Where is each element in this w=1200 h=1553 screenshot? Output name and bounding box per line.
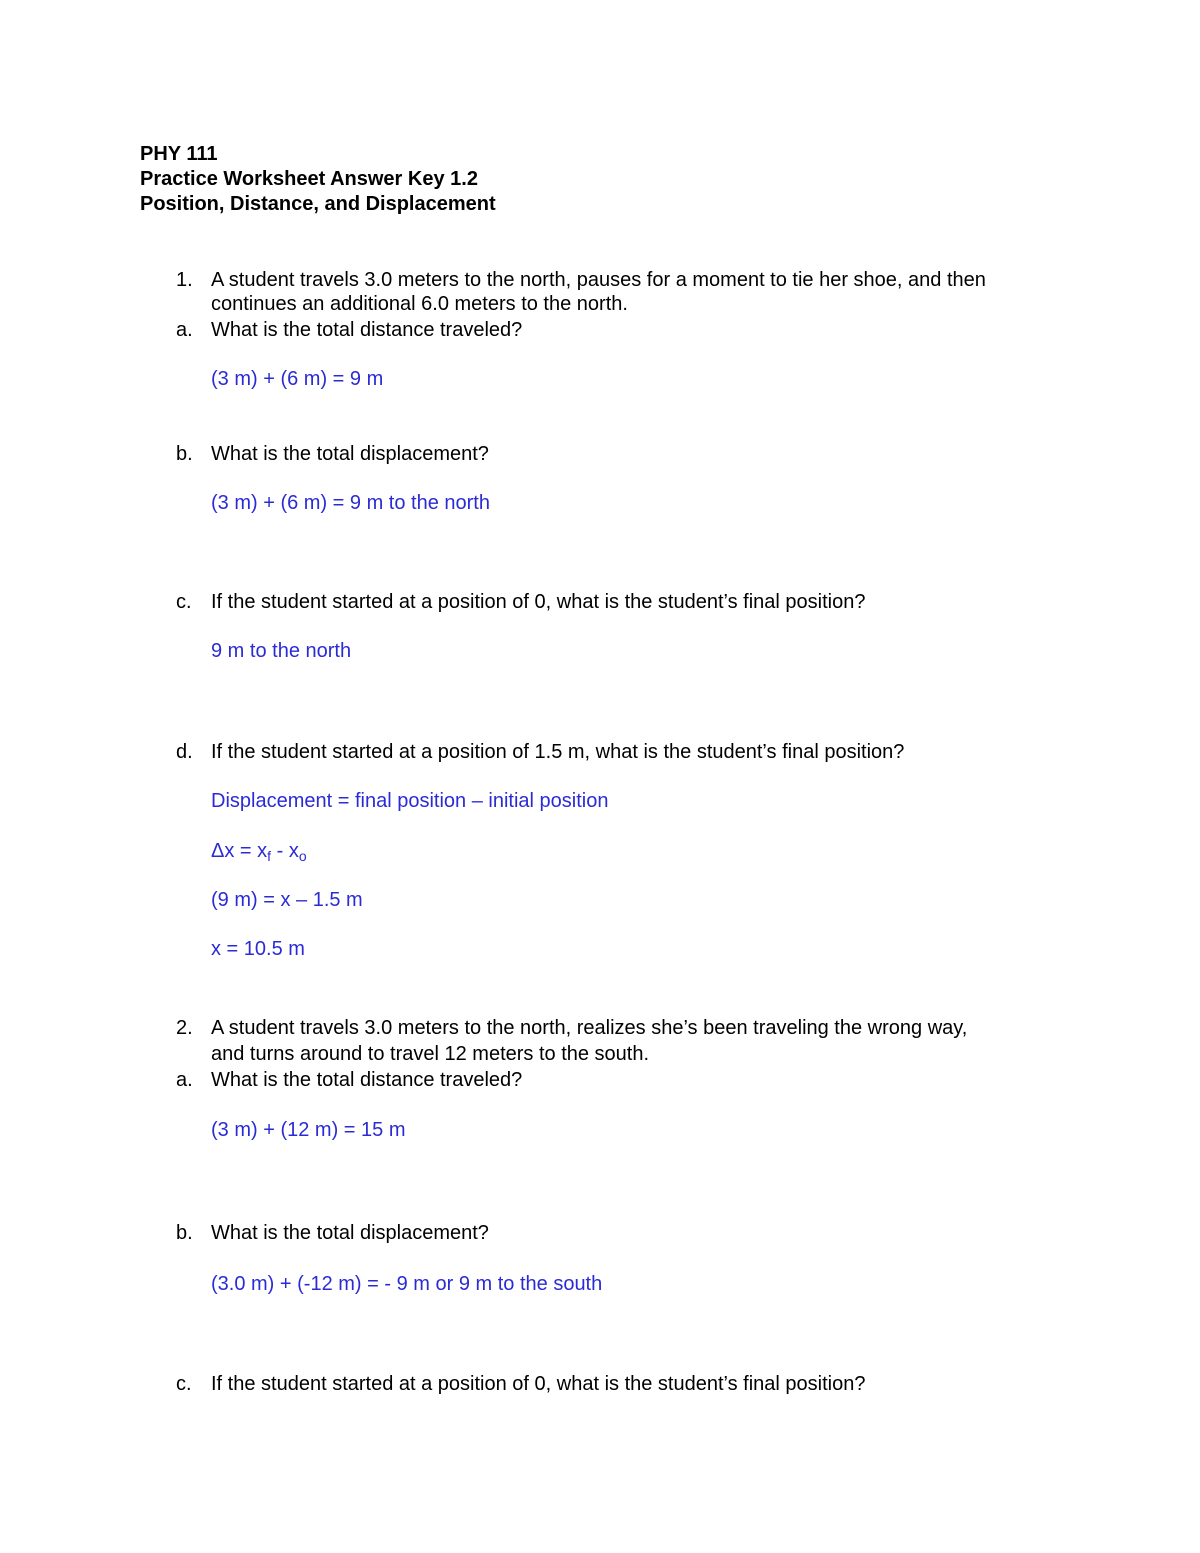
problem-stem-line-2: continues an additional 6.0 meters to the north. (211, 293, 628, 315)
equation-lhs: Δx = x (211, 840, 268, 862)
part-label: b. (176, 1222, 193, 1244)
part-label: b. (176, 443, 193, 465)
problem-number: 2. (176, 1017, 193, 1039)
answer-line: (9 m) = x – 1.5 m (211, 889, 363, 911)
answer-line: Displacement = final position – initial position (211, 790, 609, 812)
subscript-final: f (267, 848, 272, 864)
problem-stem-line-1: A student travels 3.0 meters to the north, realizes she’s been traveling the wrong way, (211, 1017, 968, 1039)
worksheet-title: Practice Worksheet Answer Key 1.2 (140, 168, 478, 190)
answer-equation (211, 839, 307, 863)
problem-stem-line-2: and turns around to travel 12 meters to the south. (211, 1043, 650, 1065)
part-label: c. (176, 591, 192, 613)
problem-stem-line-1: A student travels 3.0 meters to the north, pauses for a moment to tie her shoe, and then (211, 269, 986, 291)
answer-line: (3 m) + (6 m) = 9 m (211, 368, 384, 390)
part-question: If the student started at a position of 0, what is the student’s final position? (211, 1373, 866, 1395)
answer-line: x = 10.5 m (211, 938, 305, 960)
course-code: PHY 111 (140, 143, 218, 165)
answer-line: (3.0 m) + (-12 m) = - 9 m or 9 m to the south (211, 1273, 603, 1295)
part-question: If the student started at a position of 1.5 m, what is the student’s final position? (211, 741, 905, 763)
worksheet-subtitle: Position, Distance, and Displacement (140, 193, 496, 215)
answer-line: (3 m) + (12 m) = 15 m (211, 1119, 406, 1141)
answer-line: 9 m to the north (211, 640, 352, 662)
part-question: What is the total distance traveled? (211, 319, 523, 341)
subscript-initial: o (298, 848, 307, 864)
problem-number: 1. (176, 269, 193, 291)
answer-line: (3 m) + (6 m) = 9 m to the north (211, 492, 490, 514)
part-label: a. (176, 319, 193, 341)
part-label: a. (176, 1069, 193, 1091)
part-question: What is the total displacement? (211, 1222, 489, 1244)
part-question: If the student started at a position of 0, what is the student’s final position? (211, 591, 866, 613)
part-label: d. (176, 741, 193, 763)
part-question: What is the total displacement? (211, 443, 489, 465)
equation-rhs: - x (271, 840, 299, 862)
part-question: What is the total distance traveled? (211, 1069, 523, 1091)
part-label: c. (176, 1373, 192, 1395)
